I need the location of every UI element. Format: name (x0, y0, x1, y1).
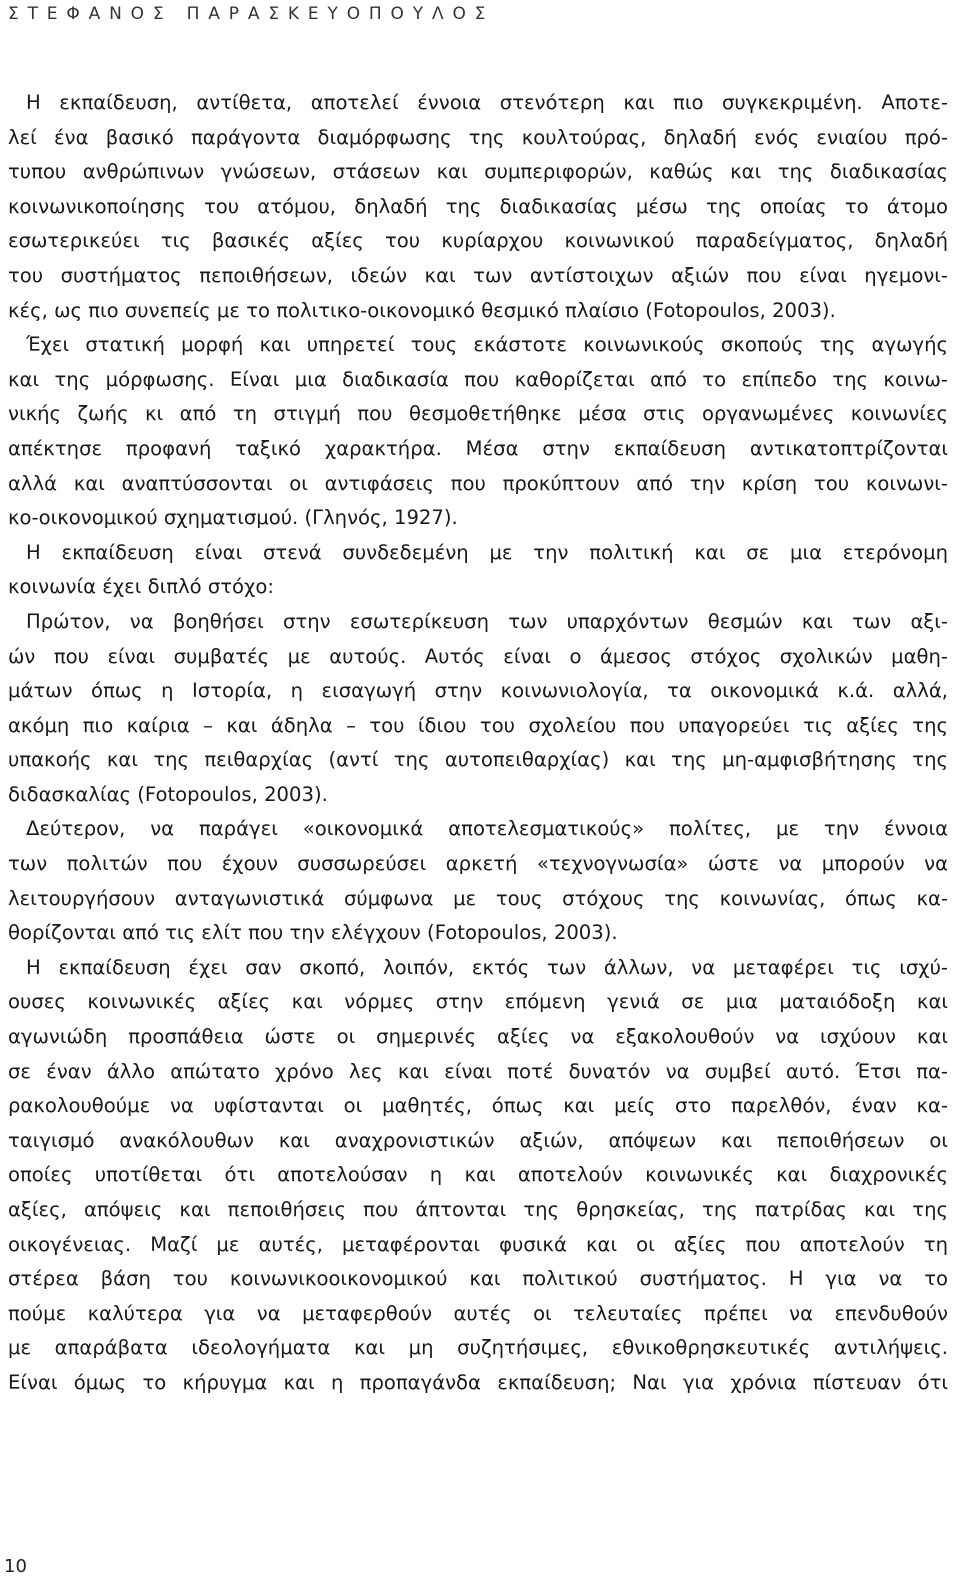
text-line: νικής ζωής κι από τη στιγμή που θεσμοθετήθηκε μέσα στις οργανωμένες κοινωνίες (8, 402, 948, 426)
text-line: και της μόρφωσης. Είναι μια διαδικασία που καθορίζεται από το επίπεδο της κοινω- (8, 367, 948, 391)
text-line: πούμε καλύτερα για να μεταφερθούν αυτές οι τελευταίες πρέπει να επενδυθούν (8, 1301, 948, 1325)
text-line: ουσες κοινωνικές αξίες και νόρμες στην επόμενη γενιά σε μια ματαιόδοξη και (8, 990, 948, 1014)
text-line: κο-οικονομικού σχηματισμού. (Γληνός, 1927). (8, 506, 458, 530)
text-line: Δεύτερον, να παράγει «οικονομικά αποτελεσματικούς» πολίτες, με την έννοια (26, 817, 948, 841)
text-line: κοινωνικοποίησης του ατόμου, δηλαδή της διαδικασίας μέσω της οποίας το άτομο (8, 194, 948, 218)
text-line: Είναι όμως το κήρυγμα και η προπαγάνδα εκπαίδευση; Ναι για χρόνια πίστευαν ότι (8, 1370, 948, 1394)
text-line: ακόμη πιο καίρια – και άδηλα – του ίδιου του σχολείου που υπαγορεύει τις αξίες της (8, 713, 948, 737)
body-text (8, 86, 948, 1401)
text-line: εσωτερικεύει τις βασικές αξίες του κυρίαρχου κοινωνικού παραδείγματος, δηλαδή (8, 229, 948, 253)
text-line: με απαράβατα ιδεολογήματα και μη συζητήσιμες, εθνικοθρησκευτικές αντιλήψεις. (8, 1336, 948, 1360)
text-line: αγωνιώδη προσπάθεια ώστε οι σημερινές αξίες να εξακολουθούν να ισχύουν και (8, 1025, 948, 1049)
text-line: οικογένειας. Μαζί με αυτές, μεταφέρονται φυσικά και οι αξίες που αποτελούν τη (8, 1232, 948, 1256)
text-line: οποίες υποτίθεται ότι αποτελούσαν η και αποτελούν κοινωνικές και διαχρονικές (8, 1163, 948, 1187)
text-line: των πολιτών που έχουν συσσωρεύσει αρκετή «τεχνογνωσία» ώστε να μπορούν να (8, 852, 948, 876)
text-line: σε έναν άλλο απώτατο χρόνο λες και είναι ποτέ δυνατόν να συμβεί αυτό. Έτσι πα- (8, 1059, 948, 1083)
text-line: κοινωνία έχει διπλό στόχο: (8, 575, 274, 599)
text-line: ταιγισμό ανακόλουθων και αναχρονιστικών αξιών, απόψεων και πεποιθήσεων οι (8, 1128, 948, 1152)
text-line: υπακοής και της πειθαρχίας (αντί της αυτοπειθαρχίας) και της μη-αμφισβήτησης της (8, 748, 948, 772)
text-line: Η εκπαίδευση είναι στενά συνδεδεμένη με την πολιτική και σε μια ετερόνομη (26, 540, 948, 564)
text-line: στέρεα βάση του κοινωνικοοικονομικού και πολιτικού συστήματος. Η για να το (8, 1267, 948, 1291)
text-line: κές, ως πιο συνεπείς με το πολιτικο-οικονομικό θεσμικό πλαίσιο (Fotopoulos, 2003). (8, 298, 836, 322)
text-line: Η εκπαίδευση έχει σαν σκοπό, λοιπόν, εκτός των άλλων, να μεταφέρει τις ισχύ- (26, 955, 948, 979)
text-line: λεί ένα βασικό παράγοντα διαμόρφωσης της κουλτούρας, δηλαδή ενός ενιαίου πρό- (8, 125, 948, 149)
text-line: Έχει στατική μορφή και υπηρετεί τους εκάστοτε κοινωνικούς σκοπούς της αγωγής (26, 333, 948, 357)
text-line: διδασκαλίας (Fotopoulos, 2003). (8, 782, 328, 806)
text-line: Πρώτον, να βοηθήσει στην εσωτερίκευση των υπαρχόντων θεσμών και των αξι- (26, 609, 948, 633)
text-line: λειτουργήσουν ανταγωνιστικά σύμφωνα με τους στόχους της κοινωνίας, όπως κα- (8, 886, 948, 910)
text-line: Η εκπαίδευση, αντίθετα, αποτελεί έννοια στενότερη και πιο συγκεκριμένη. Αποτε- (26, 91, 948, 114)
text-line: μάτων όπως η Ιστορία, η εισαγωγή στην κοινωνιολογία, τα οικονομικά κ.ά. αλλά, (8, 679, 948, 703)
text-line: του συστήματος πεποιθήσεων, ιδεών και των αντίστοιχων αξιών που είναι ηγεμονι- (8, 263, 948, 287)
text-line: θορίζονται από τις ελίτ που την ελέγχουν (Fotopoulos, 2003). (8, 921, 618, 945)
text-line: αξίες, απόψεις και πεποιθήσεις που άπτονται της θρησκείας, της πατρίδας και της (8, 1198, 948, 1221)
page-number: 10 (4, 1556, 27, 1577)
text-line: αλλά και αναπτύσσονται οι αντιφάσεις που προκύπτουν από την κρίση του κοινωνι- (8, 471, 948, 495)
text-line: ών που είναι συμβατές με αυτούς. Αυτός είναι ο άμεσος στόχος σχολικών μαθη- (8, 644, 948, 668)
text-line: απέκτησε προφανή ταξικό χαρακτήρα. Μέσα στην εκπαίδευση αντικατοπτρίζονται (8, 436, 948, 460)
text-line: τυπου ανθρώπινων γνώσεων, στάσεων και συμπεριφορών, καθώς και της διαδικασίας (8, 160, 948, 184)
text-line: ρακολουθούμε να υφίστανται οι μαθητές, όπως και μείς στο παρελθόν, έναν κα- (8, 1094, 948, 1118)
running-header-author: ΣΤΕΦΑΝΟΣ ΠΑΡΑΣΚΕΥΟΠΟΥΛΟΣ (8, 4, 495, 24)
